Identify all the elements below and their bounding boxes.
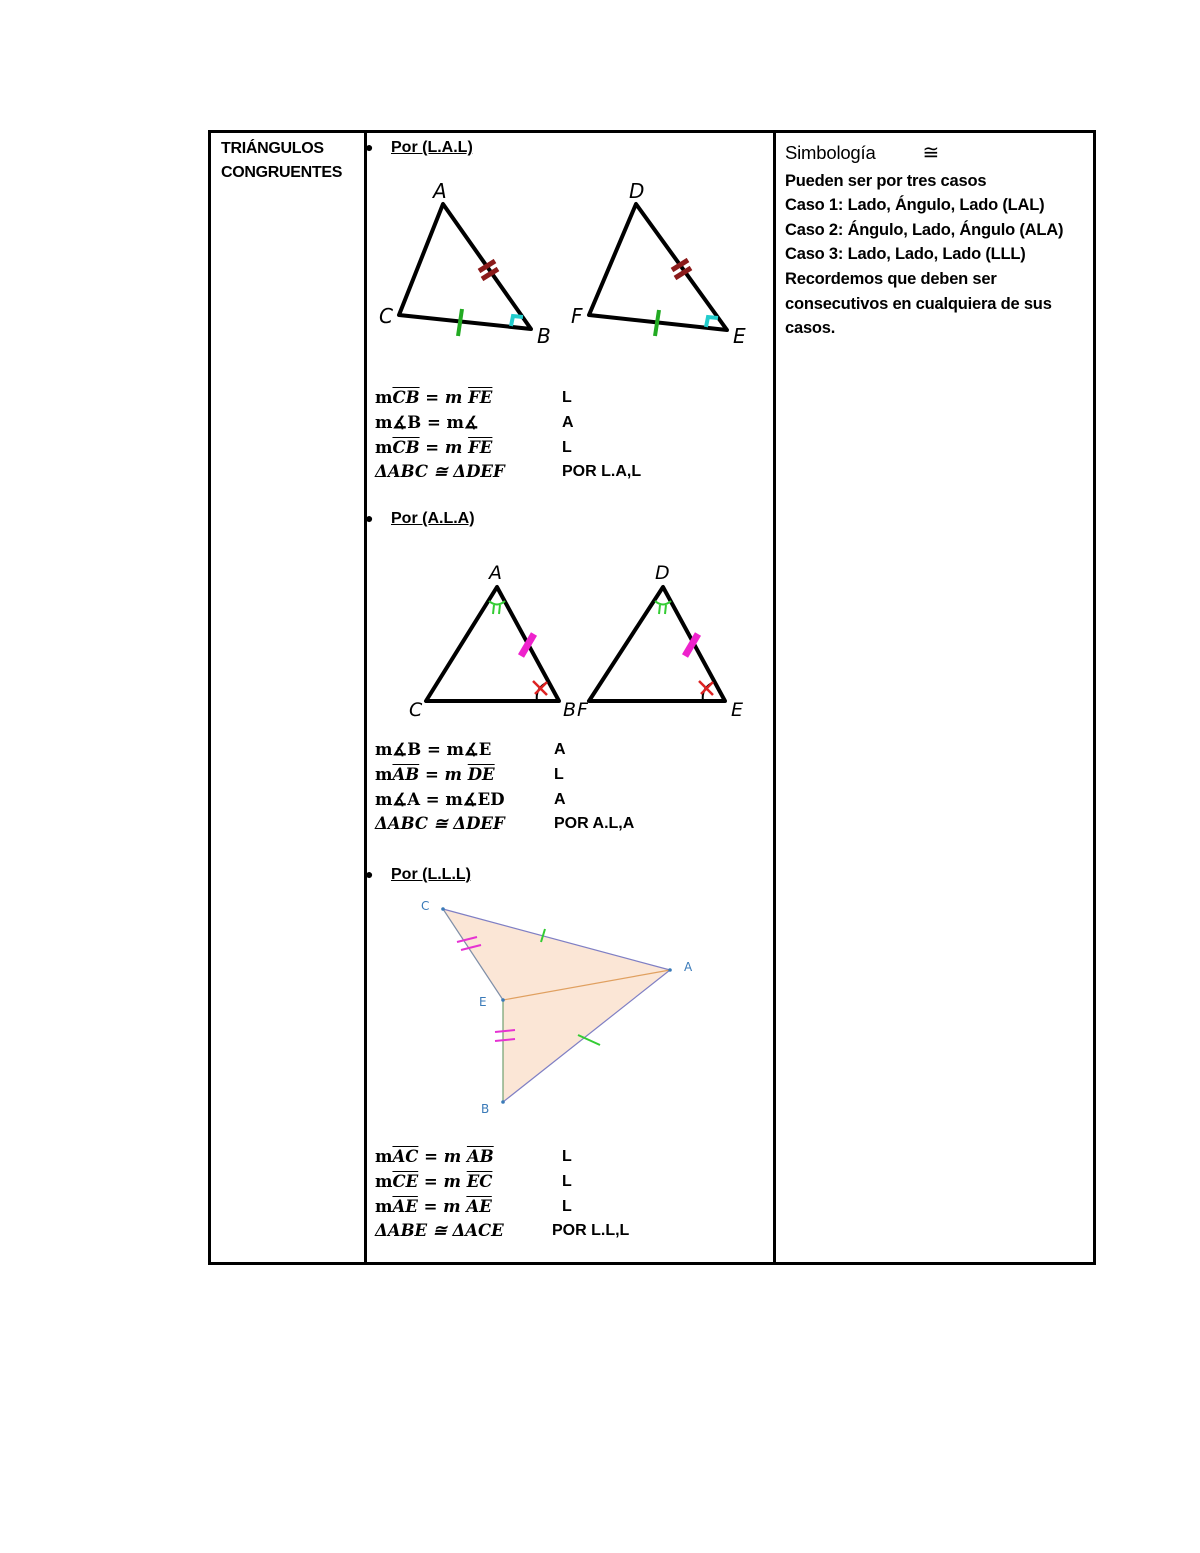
vertex-label: E bbox=[479, 995, 487, 1009]
symbology-line: casos. bbox=[785, 319, 836, 338]
vertex-label: A bbox=[433, 179, 447, 203]
topic-line-2: CONGRUENTES bbox=[221, 164, 343, 181]
vertex-label: E bbox=[731, 699, 744, 721]
equation-criterion: L bbox=[562, 438, 572, 456]
equation-criterion: L bbox=[554, 765, 564, 783]
lal-heading: ● Por (L.A.L) bbox=[365, 139, 473, 156]
equation-row: m∡B = m∡E A bbox=[375, 738, 505, 763]
equation-row: $m\overline{CB} = m$ $\overline{FE}$ L bbox=[375, 436, 505, 461]
equation-row: ΔABC ≅ ΔDEF POR L.A,L bbox=[375, 460, 505, 485]
equation-row: m∡B = m∡ A bbox=[375, 411, 505, 436]
ala-triangles-figure bbox=[401, 561, 761, 721]
congruence-symbol: ≅ bbox=[922, 142, 940, 164]
ala-heading: ● Por (A.L.A) bbox=[365, 510, 475, 527]
vertex-label: C bbox=[421, 899, 430, 913]
equation-row: m∡A = m∡ED A bbox=[375, 788, 505, 813]
content-table bbox=[208, 130, 1096, 1265]
lal-triangles-figure bbox=[371, 173, 771, 348]
equation-criterion: L bbox=[562, 389, 572, 406]
bullet-icon: ● bbox=[365, 510, 374, 526]
vertex-label: A bbox=[684, 960, 693, 974]
equation-criterion: POR L.L,L bbox=[552, 1222, 630, 1240]
vertex-label: D bbox=[655, 562, 670, 584]
equation-row: $m\overline{AB} = m$ $\overline{DE}$ L bbox=[375, 763, 505, 788]
symbology-title-row bbox=[785, 141, 1090, 166]
lal-equations bbox=[375, 386, 642, 485]
vertex-label: A bbox=[489, 562, 502, 584]
topic-line-1: TRIÁNGULOS bbox=[221, 140, 324, 157]
equation-row: $m\overline{AE} = m$ $\overline{AE}$ L bbox=[375, 1195, 504, 1220]
vertex-label: F bbox=[577, 699, 588, 721]
column-divider-2 bbox=[773, 133, 776, 1262]
lll-figure bbox=[411, 895, 711, 1125]
symbology-line: Pueden ser por tres casos bbox=[785, 171, 987, 190]
equation-criterion: L bbox=[562, 1148, 572, 1165]
angle-mark-d bbox=[655, 601, 671, 605]
vertex-label: B bbox=[537, 324, 551, 348]
vertex-label: F bbox=[571, 304, 583, 328]
equation-row: $m\overline{AC} = m$ $\overline{AB}$ L bbox=[375, 1145, 504, 1170]
equation-row: ΔABC ≅ ΔDEF POR A.L,A bbox=[375, 812, 505, 837]
symbology-line: Caso 1: Lado, Ángulo, Lado (LAL) bbox=[785, 196, 1045, 215]
topic-cell bbox=[221, 137, 361, 185]
equation-criterion: A bbox=[562, 413, 574, 431]
equation-criterion: POR L.A,L bbox=[562, 463, 642, 481]
symbology-cell bbox=[785, 141, 1090, 341]
angle-mark-a bbox=[489, 601, 505, 605]
vertex-label: C bbox=[379, 304, 393, 328]
equation-criterion: POR A.L,A bbox=[554, 815, 635, 833]
symbology-title: Simbología bbox=[785, 142, 876, 163]
lll-equations bbox=[375, 1145, 630, 1244]
equation-criterion: A bbox=[554, 790, 566, 808]
ala-equations bbox=[375, 738, 635, 837]
equation-row: $m\overline{CB} = m$ $\overline{FE}$ L bbox=[375, 386, 505, 411]
angle-mark-e bbox=[706, 317, 718, 327]
equation-row: ΔABE ≅ ΔACE POR L.L,L bbox=[375, 1219, 504, 1244]
symbology-line: Caso 2: Ángulo, Lado, Ángulo (ALA) bbox=[785, 220, 1064, 239]
symbology-line: Recordemos que deben ser bbox=[785, 269, 997, 288]
vertex-label: B bbox=[481, 1102, 490, 1116]
triangle-def bbox=[589, 587, 725, 701]
triangle-abc bbox=[399, 204, 531, 329]
equation-criterion: L bbox=[562, 1197, 572, 1215]
equation-row: $m\overline{CE} = m$ $\overline{EC}$ L bbox=[375, 1170, 504, 1195]
vertex-label: E bbox=[733, 324, 746, 348]
equation-criterion: A bbox=[554, 741, 566, 758]
lll-heading: ● Por (L.L.L) bbox=[365, 866, 471, 883]
equation-criterion: L bbox=[562, 1172, 572, 1190]
vertex-label: D bbox=[629, 179, 645, 203]
base-mark-fe bbox=[655, 310, 659, 336]
bullet-icon: ● bbox=[365, 866, 374, 882]
vertex-label: B bbox=[563, 699, 577, 721]
symbology-line: Caso 3: Lado, Lado, Lado (LLL) bbox=[785, 245, 1026, 264]
column-divider-1 bbox=[364, 133, 367, 1262]
angle-mark-b bbox=[511, 316, 523, 326]
vertex-label: C bbox=[409, 699, 423, 721]
bullet-icon: ● bbox=[365, 139, 374, 155]
symbology-line: consecutivos en cualquiera de sus bbox=[785, 294, 1052, 313]
base-mark-cb bbox=[458, 309, 462, 336]
